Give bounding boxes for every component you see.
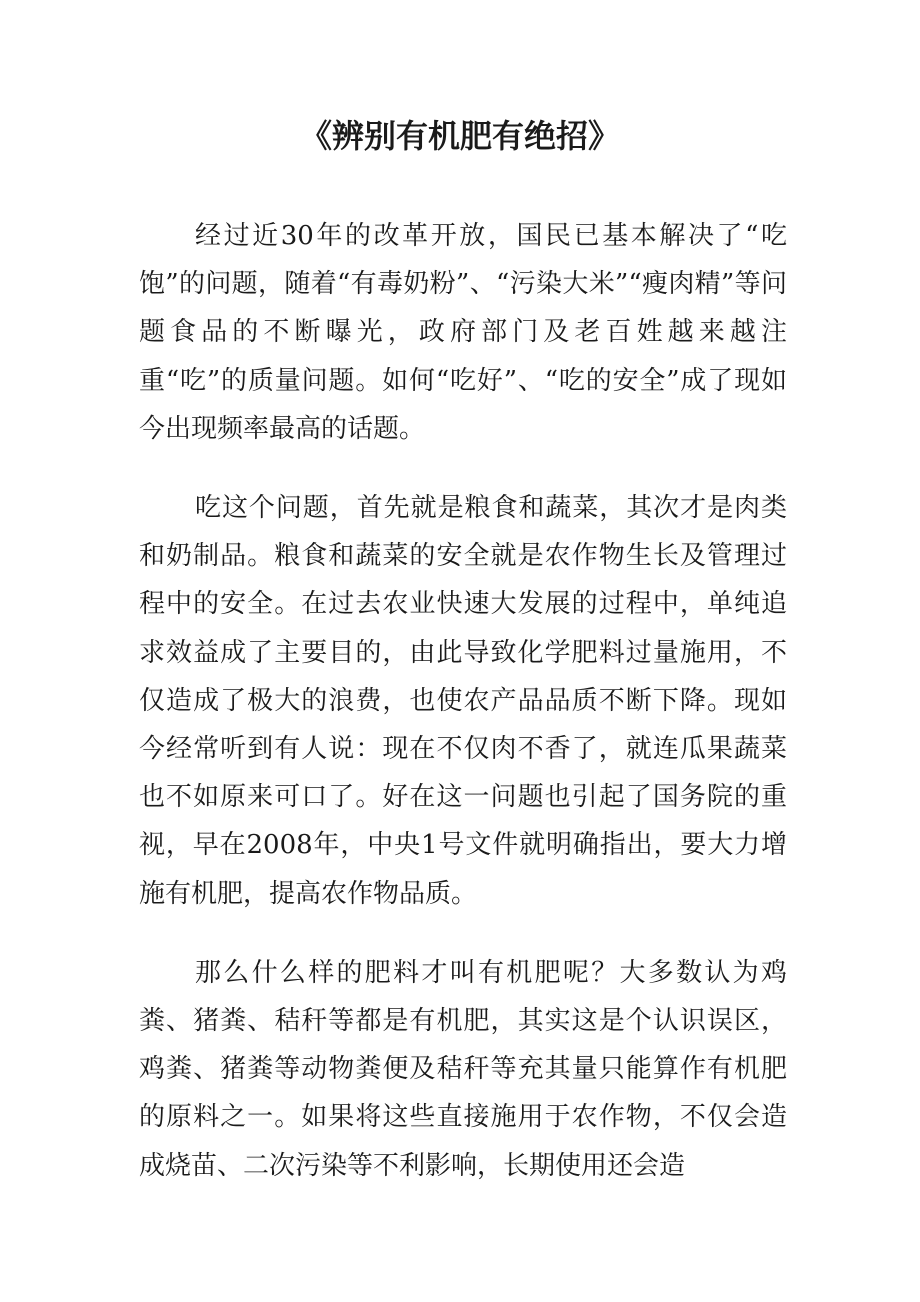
paragraph: 那么什么样的肥料才叫有机肥呢？大多数认为鸡粪、猪粪、秸秆等都是有机肥，其实这是个认识误区，鸡粪、猪粪等动物粪便及秸秆等充其量只能算作有机肥的原料之一。如果将这些直接施用于农作物，不仅会造成烧苗、二次污染等不利影响，长期使用还会造: [139, 957, 787, 1181]
paragraph: 经过近30年的改革开放，国民已基本解决了“吃饱”的问题，随着“有毒奶粉”、“污染大米”“瘦肉精”等问题食品的不断曝光，政府部门及老百姓越来越注重“吃”的质量问题。如何“吃好”、“吃的安全”成了现如今出现频率最高的话题。: [139, 221, 787, 444]
document-body: [139, 212, 787, 1221]
paragraph: 吃这个问题，首先就是粮食和蔬菜，其次才是肉类和奶制品。粮食和蔬菜的安全就是农作物生长及管理过程中的安全。在过去农业快速大发展的过程中，单纯追求效益成了主要目的，由此导致化学肥料过量施用，不仅造成了极大的浪费，也使农产品品质不断下降。现如今经常听到有人说：现在不仅肉不香了，就连瓜果蔬菜也不如原来可口了。好在这一问题也引起了国务院的重视，早在2008年，中央1号文件就明确指出，要大力增施有机肥，提高农作物品质。: [139, 493, 787, 909]
document-title: 《辨别有机肥有绝招》: [299, 117, 620, 155]
